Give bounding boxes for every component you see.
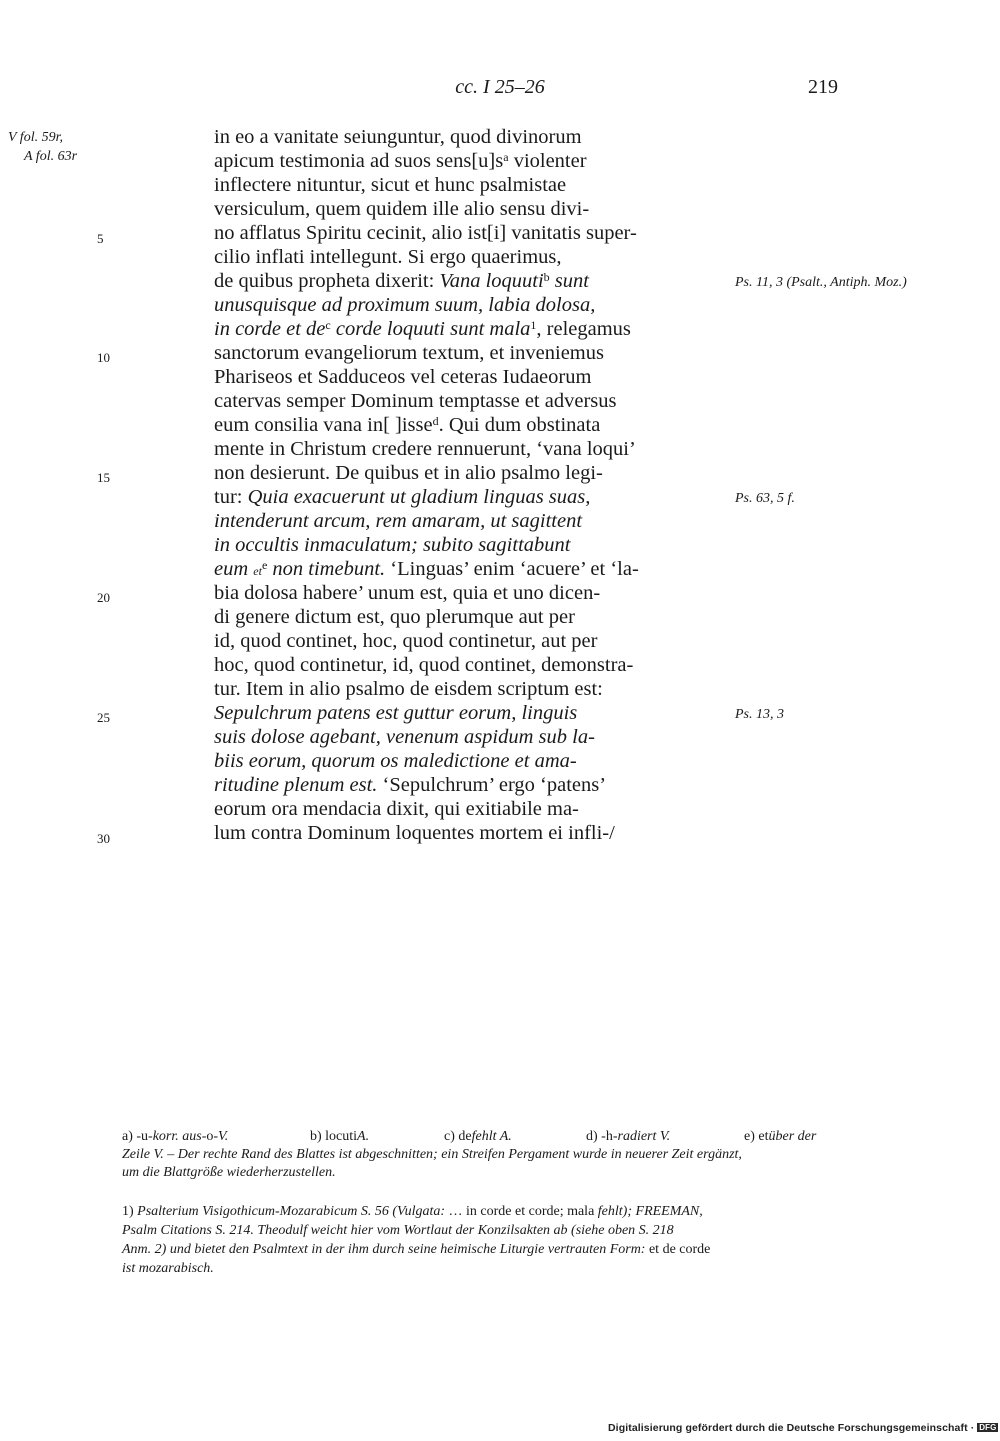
footnote-marker: 1: [530, 318, 537, 332]
text-line: cilio inflati intellegunt. Si ergo quaerimus,: [214, 246, 562, 268]
apparatus-marker: d: [432, 414, 439, 428]
running-header: cc. I 25–26: [455, 76, 545, 98]
manuscript-siglum-v: V fol. 59r,: [8, 130, 63, 145]
text-line: hoc, quod continetur, id, quod continet, demonstra-: [214, 654, 634, 676]
text-line: no afflatus Spiritu cecinit, alio ist[i] vanitatis super-: [214, 222, 637, 244]
text-line: id, quod continet, hoc, quod continetur, aut per: [214, 630, 598, 652]
apparatus-marker: b: [543, 270, 550, 284]
text-line: inflectere nituntur, sicut et hunc psalmistae: [214, 174, 567, 196]
text-line: apicum testimonia ad suos $sens[u]s^a$ violenter: [214, 150, 587, 172]
text-line: unusquisque ad proximum suum, labia dolosa,: [214, 294, 596, 316]
text-line: mente in Christum credere rennuerunt, ‘vana loqui’: [214, 438, 636, 460]
apparatus-line: Zeile V. – Der rechte Rand des Blattes ist abgeschnitten; ein Streifen Pergament wurde in neuerer Zeit ergänzt,: [122, 1147, 742, 1162]
text-line: de quibus propheta dixerit: Vana loquuti$^b$ sunt: [214, 270, 589, 292]
text-line: in occultis inmaculatum; subito sagittabunt: [214, 534, 571, 556]
text-line: biis eorum, quorum os maledictione et ama-: [214, 750, 577, 772]
text-line: intenderunt arcum, rem amaram, ut sagittent: [214, 510, 583, 532]
apparatus-line: a) -u-korr. aus-o-V. b) locutiA. c) defehlt A. d) -h-radiert V. e) etüber der: [122, 1129, 817, 1144]
text-line: eum consilia vana in[ ]isse$^d$. Qui dum obstinata: [214, 414, 601, 436]
text-line: sanctorum evangeliorum textum, et inveniemus: [214, 342, 604, 364]
source-footnote-line: Psalm Citations S. 214. Theodulf weicht hier vom Wortlaut der Konzilsakten ab (siehe oben S. 218: [122, 1223, 674, 1238]
text-line: bia dolosa habere’ unum est, quia et uno dicen-: [214, 582, 601, 604]
text-line: non desierunt. De quibus et in alio psalmo legi-: [214, 462, 603, 484]
text-line: di genere dictum est, quo plerumque aut per: [214, 606, 575, 628]
dfg-logo: DFG: [979, 1423, 997, 1432]
text-line: in eo a vanitate seiunguntur, quod divinorum: [214, 126, 582, 148]
text-line: ritudine plenum est. ‘Sepulchrum’ ergo ‘patens’: [214, 774, 607, 796]
line-number: 5: [97, 231, 104, 246]
line-number: 20: [97, 590, 110, 605]
apparatus-line: um die Blattgröße wiederherzustellen.: [122, 1165, 336, 1180]
text-line: catervas semper Dominum temptasse et adversus: [214, 390, 617, 412]
line-number: 25: [97, 710, 110, 725]
text-line: tur. Item in alio psalmo de eisdem scriptum est:: [214, 678, 603, 700]
source-footnote-line: 1) Psalterium Visigothicum-Mozarabicum S. 56 (Vulgata: … in corde et corde; mala fehlt); FREEMAN,: [122, 1204, 703, 1219]
text-line: versiculum, quem quidem ille alio sensu divi-: [214, 198, 590, 220]
text-line: eum $et^e$ non timebunt. ‘Linguas’ enim ‘acuere’ et ‘la-: [214, 558, 639, 580]
digitization-credit: Digitalisierung gefördert durch die Deutsche Forschungsgemeinschaft · DFG: [608, 1422, 997, 1434]
manuscript-siglum-a: A fol. 63r: [24, 149, 78, 164]
apparatus-marker: e: [261, 558, 268, 572]
text-line: eorum ora mendacia dixit, qui exitiabile ma-: [214, 798, 579, 820]
text-line: tur: Quia exacuerunt ut gladium linguas suas,: [214, 486, 591, 508]
source-footnote-line: Anm. 2) und bietet den Psalmtext in der ihm durch seine heimische Liturgie vertrauten Form: et de corde: [122, 1242, 711, 1257]
apparatus-marker: c: [325, 318, 331, 332]
source-footnote-line: ist mozarabisch.: [122, 1261, 214, 1276]
page-number: 219: [808, 76, 838, 98]
margin-citation: Ps. 63, 5 f.: [735, 491, 795, 506]
line-number: 15: [97, 470, 110, 485]
text-line: Sepulchrum patens est guttur eorum, linguis: [214, 702, 578, 724]
margin-citation: Ps. 11, 3 (Psalt., Antiph. Moz.): [735, 275, 907, 290]
text-line: lum contra Dominum loquentes mortem ei infli-/: [214, 822, 615, 844]
margin-citation: Ps. 13, 3: [735, 707, 784, 722]
text-line: suis dolose agebant, venenum aspidum sub la-: [214, 726, 595, 748]
text-line: Phariseos et Sadduceos vel ceteras Iudaeorum: [214, 366, 592, 388]
text-line: in corde et $de^c$ corde loquuti sunt mala$^1$, relegamus: [214, 318, 631, 340]
line-number: 10: [97, 350, 110, 365]
line-number: 30: [97, 831, 110, 846]
apparatus-marker: a: [503, 150, 509, 164]
